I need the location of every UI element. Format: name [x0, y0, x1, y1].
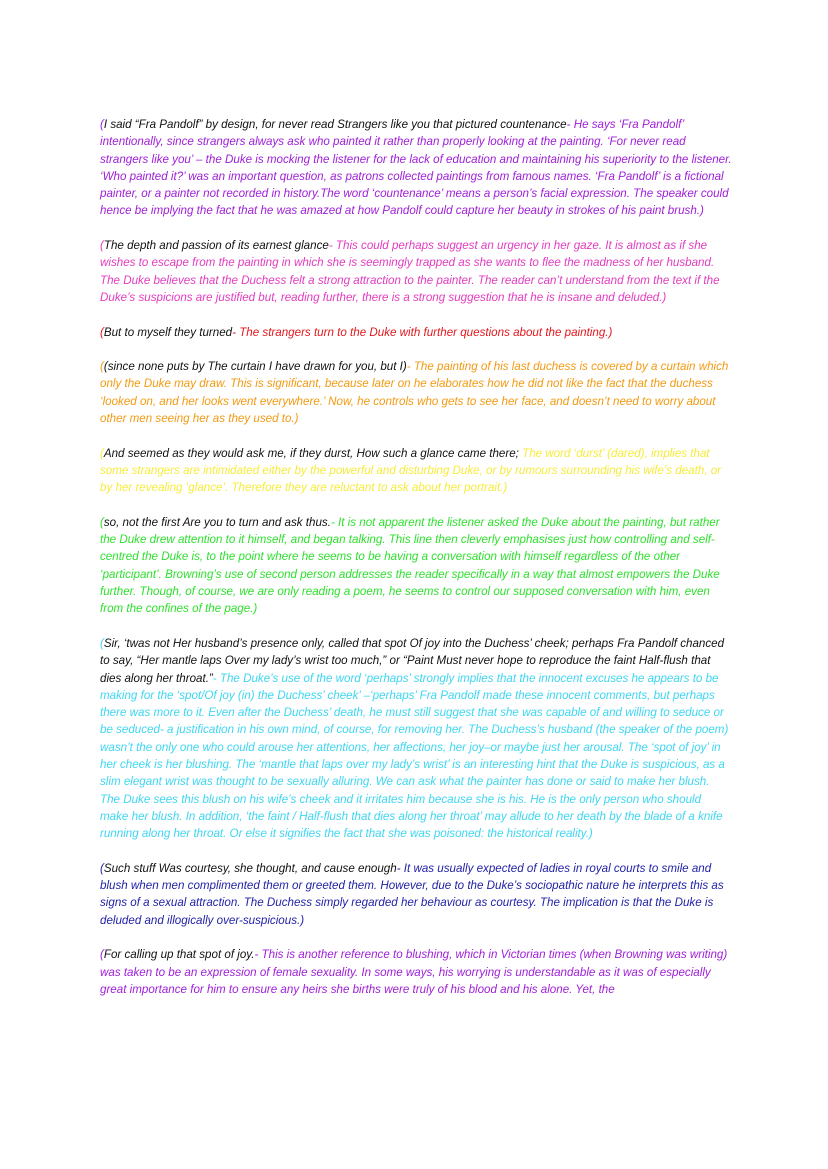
annotation-paragraph — [100, 324, 732, 341]
open-bracket: ( — [100, 861, 104, 875]
open-bracket: ( — [100, 948, 104, 962]
commentary-text: - He says ‘Fra Pandolf’ intentionally, since strangers always ask who painted it rather than properly looking at the painting. ‘For never read strangers like you’ – the Duke is mocking the listener for the lack of education and maintaining his superiority to the listener. ‘Who painted it?’ was an important question, as patrons collected paintings from famous names. ‘Fra Pandolf’ is a fictional painter, or a painter not recorded in history.The word ‘countenance’ means a person’s facial expression. The speaker could hence be implying the fact that he was amazed at how Pandolf could capture her beauty in strokes of his paint brush.) — [100, 118, 732, 218]
commentary-text: - The strangers turn to the Duke with further questions about the painting.) — [232, 325, 613, 339]
commentary-text: - It was usually expected of ladies in royal courts to smile and blush when men complimented them or greeted them. However, due to the Duke’s sociopathic nature he interprets this as signs of a sexual attraction. The Duchess simply regarded her behaviour as courtesy. The implication is that the Duke is deluded and illogically over-suspicious.) — [100, 861, 724, 927]
commentary-text: - It is not apparent the listener asked the Duke about the painting, but rather the Duke drew attention to it himself, and began talking. This line then cleverly emphasises just how controlling and self-centred the Duke is, to the point where he seems to be having a conversation with himself regardless of the other ‘participant’. Browning’s use of second person addresses the reader specifically in a way that almost empowers the Duke further. Though, of course, we are only reading a poem, he seems to control our supposed conversation with him, even from the confines of the page.) — [100, 515, 720, 616]
poem-quote: But to myself they turned — [103, 325, 233, 339]
poem-quote: so, not the first Are you to turn and ask thus. — [103, 515, 331, 529]
annotation-paragraph — [100, 635, 732, 843]
open-bracket: ( — [100, 515, 104, 529]
poem-quote: The depth and passion of its earnest glance — [103, 239, 329, 253]
open-bracket: ( — [100, 446, 104, 460]
poem-quote: For calling up that spot of joy. — [103, 948, 255, 962]
document-page — [100, 116, 732, 1015]
poem-quote: (since none puts by The curtain I have drawn for you, but I) — [103, 360, 407, 374]
annotation-paragraph — [100, 358, 732, 427]
poem-quote: Sir, ‘twas not Her husband’s presence only, called that spot Of joy into the Duchess’ cheek; perhaps Fra Pandolf chanced to say, “Her mantle laps Over my lady’s wrist too much,” or “Paint Must never hope to reproduce the faint Half-flush that dies along her throat.” — [100, 636, 725, 685]
open-bracket: ( — [100, 636, 104, 650]
open-bracket: ( — [100, 239, 104, 253]
poem-quote: I said “Fra Pandolf” by design, for never read Strangers like you that pictured countenance — [103, 118, 567, 131]
open-bracket: ( — [100, 360, 104, 374]
commentary-text: The word ‘durst’ (dared), implies that some strangers are intimidated either by the powerful and disturbing Duke, or by rumours surrounding his wife’s death, or by her revealing ‘glance’. Therefore they are reluctant to ask about her portrait.) — [100, 446, 722, 495]
annotation-paragraph — [100, 946, 732, 998]
poem-quote: And seemed as they would ask me, if they durst, How such a glance came there; — [103, 446, 519, 460]
open-bracket: ( — [100, 118, 104, 131]
annotation-paragraph — [100, 445, 732, 497]
annotation-paragraph — [100, 514, 732, 618]
annotation-paragraph — [100, 860, 732, 929]
open-bracket: ( — [100, 325, 104, 339]
annotation-paragraph — [100, 237, 732, 306]
commentary-text: - This could perhaps suggest an urgency in her gaze. It is almost as if she wishes to escape from the painting in which she is seemingly trapped as she wants to flee the madness of her husband. The Duke believes that the Duchess felt a strong attraction to the painter. The reader can’t understand from the text if the Duke’s suspicions are justified but, reading further, there is a strong suggestion that he is insane and deluded.) — [100, 239, 720, 304]
commentary-text: - This is another reference to blushing, which in Victorian times (when Browning was writing) was taken to be an expression of female sexuality. In some ways, his worrying is understandable as it was of especially great importance for him to ensure any heirs she births were truly of his blood and his alone. Yet, the — [100, 948, 728, 996]
commentary-text: - The Duke’s use of the word ‘perhaps’ strongly implies that the innocent excuses he appears to be making for the ‘spot/Of joy (in) the Duchess’ cheek’ –‘perhaps’ Fra Pandolf made these innocent comments, but perhaps there was more to it. Even after the Duchess’ death, he must still suggest that she was capable of and willing to seduce or be seduced- a justification in his own mind, of course, for removing her. The Duchess’s husband (the speaker of the poem) wasn’t the only one who could arouse her attentions, her affections, her joy–or maybe just her arousal. The ‘spot of joy’ in her cheek is her blushing. The ‘mantle that laps over my lady’s wrist’ is an interesting hint that the Duke is suspicious, as a slim elegant wrist was thought to be sexually alluring. We can ask what the painter has done or said to make her blush. The Duke sees this blush on his wife’s cheek and it irritates him because she is his. He is the only person who should make her blush. In addition, ‘the faint / Half-flush that dies along her throat’ may allude to her death by the blade of a knife running along her throat. Or else it signifies the fact that she was poisoned: the historical reality.) — [100, 671, 729, 841]
annotation-paragraph — [100, 116, 732, 220]
commentary-text: - The painting of his last duchess is covered by a curtain which only the Duke may draw. This is significant, because later on he elaborates how he did not like the fact that the duchess ‘looked on, and her looks went everywhere.’ Now, he controls who gets to see her face, and doesn’t need to worry about other men seeing her as they used to.) — [100, 360, 729, 426]
poem-quote: Such stuff Was courtesy, she thought, and cause enough — [103, 861, 397, 875]
